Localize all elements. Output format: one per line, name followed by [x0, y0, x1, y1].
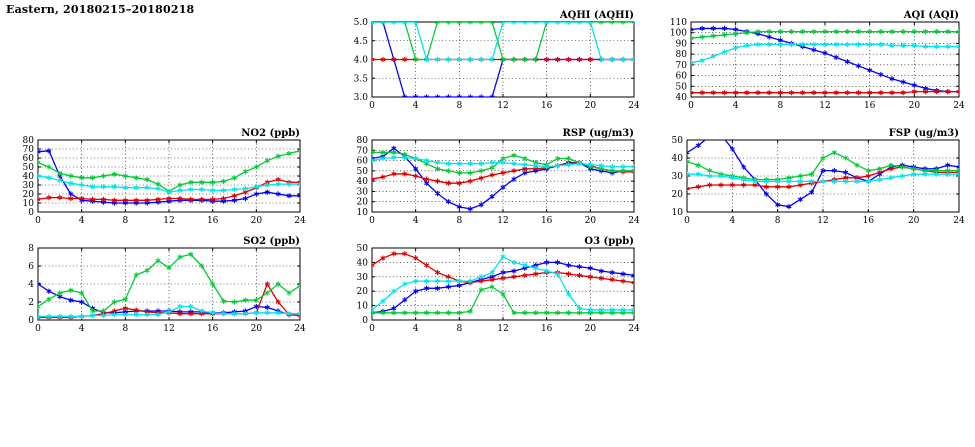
y-tick-label: 3.5 [353, 74, 368, 85]
chart-panel-no2 [6, 128, 306, 228]
x-tick-label: 8 [456, 101, 463, 111]
y-tick-label: 50 [356, 166, 368, 177]
x-tick-label: 4 [729, 216, 736, 226]
y-tick-label: 6 [28, 262, 34, 272]
x-tick-label: 8 [456, 324, 463, 334]
x-tick-label: 20 [908, 101, 921, 111]
y-tick-label: 5.0 [353, 18, 368, 28]
y-tick-label: 100 [669, 28, 687, 39]
y-tick-label: 40 [356, 258, 368, 269]
x-tick-label: 24 [628, 324, 640, 334]
y-tick-label: 0 [28, 208, 34, 218]
chart-title-rsp: RSP (ug/m3) [562, 128, 634, 139]
y-tick-label: 80 [356, 136, 368, 146]
x-tick-label: 8 [774, 216, 781, 226]
chart-title-aqhi: AQHI (AQHI) [559, 10, 634, 21]
x-tick-label: 0 [684, 216, 690, 226]
y-tick-label: 20 [356, 197, 368, 208]
x-tick-label: 8 [122, 216, 129, 226]
chart-panel-rsp [340, 128, 640, 228]
x-tick-label: 8 [777, 101, 784, 111]
y-tick-label: 70 [22, 145, 34, 155]
y-tick-label: 20 [22, 190, 34, 200]
x-tick-label: 12 [819, 101, 831, 111]
y-tick-label: 50 [675, 82, 687, 93]
x-tick-label: 12 [163, 216, 175, 226]
y-tick-label: 90 [675, 39, 687, 50]
x-tick-label: 8 [456, 216, 463, 226]
page-title: Eastern, 20180215–20180218 [6, 3, 195, 16]
y-tick-label: 30 [22, 181, 34, 191]
x-tick-label: 16 [206, 324, 219, 334]
y-tick-label: 20 [671, 190, 683, 200]
x-tick-label: 16 [863, 101, 876, 111]
y-tick-label: 0 [362, 316, 368, 326]
x-tick-label: 4 [412, 101, 419, 111]
y-tick-label: 30 [671, 172, 683, 182]
y-tick-label: 30 [356, 272, 368, 283]
x-tick-label: 24 [628, 216, 640, 226]
x-tick-label: 0 [369, 101, 375, 111]
y-tick-label: 60 [675, 71, 687, 82]
y-tick-label: 60 [22, 154, 34, 164]
y-tick-label: 10 [22, 199, 34, 209]
y-tick-label: 4.0 [353, 55, 368, 66]
x-tick-label: 12 [163, 324, 175, 334]
x-tick-label: 20 [584, 216, 597, 226]
chart-panel-aqi [655, 8, 965, 113]
chart-title-o3: O3 (ppb) [584, 236, 634, 247]
y-tick-label: 60 [356, 156, 368, 167]
y-tick-label: 80 [22, 136, 34, 146]
x-tick-label: 20 [907, 216, 920, 226]
x-tick-label: 0 [369, 216, 375, 226]
y-tick-label: 10 [356, 301, 368, 312]
chart-title-no2: NO2 (ppb) [241, 128, 300, 139]
chart-panel-fsp [655, 128, 965, 228]
x-tick-label: 16 [540, 324, 553, 334]
y-tick-label: 40 [356, 177, 368, 188]
x-tick-label: 20 [250, 216, 263, 226]
y-tick-label: 4 [28, 280, 34, 290]
x-tick-label: 4 [78, 216, 85, 226]
x-tick-label: 24 [953, 101, 965, 111]
series-markers-blue [370, 260, 637, 316]
x-tick-label: 24 [953, 216, 965, 226]
x-tick-label: 4 [412, 324, 419, 334]
x-tick-label: 24 [628, 101, 640, 111]
y-tick-label: 40 [671, 154, 683, 164]
y-tick-label: 110 [669, 18, 687, 28]
y-tick-label: 3.0 [353, 93, 368, 103]
y-tick-label: 0 [28, 316, 34, 326]
chart-title-aqi: AQI (AQI) [903, 10, 959, 21]
y-tick-label: 2 [28, 298, 34, 308]
chart-panel-o3 [340, 236, 640, 336]
y-tick-label: 10 [356, 208, 368, 218]
x-tick-label: 16 [862, 216, 875, 226]
x-tick-label: 16 [540, 101, 553, 111]
x-tick-label: 12 [817, 216, 829, 226]
y-tick-label: 70 [675, 60, 687, 71]
x-tick-label: 24 [294, 216, 306, 226]
y-tick-label: 4.5 [353, 36, 368, 47]
y-tick-label: 50 [671, 136, 683, 146]
x-tick-label: 8 [122, 324, 129, 334]
x-tick-label: 4 [78, 324, 85, 334]
x-tick-label: 12 [497, 216, 509, 226]
y-tick-label: 30 [356, 187, 368, 198]
series-markers-cyan [685, 172, 962, 184]
x-tick-label: 0 [688, 101, 694, 111]
x-tick-label: 12 [497, 101, 509, 111]
y-tick-label: 20 [356, 287, 368, 298]
series-markers-green [370, 284, 637, 315]
y-tick-label: 80 [675, 50, 687, 61]
chart-panel-aqhi [340, 8, 640, 113]
y-tick-label: 70 [356, 146, 368, 157]
y-tick-label: 50 [356, 244, 368, 254]
x-tick-label: 0 [35, 324, 41, 334]
x-tick-label: 24 [294, 324, 306, 334]
y-tick-label: 40 [675, 93, 687, 103]
chart-title-fsp: FSP (ug/m3) [888, 128, 959, 139]
y-tick-label: 8 [28, 244, 34, 254]
y-tick-label: 40 [22, 172, 34, 182]
x-tick-label: 20 [584, 324, 597, 334]
x-tick-label: 16 [540, 216, 553, 226]
x-tick-label: 0 [35, 216, 41, 226]
chart-title-so2: SO2 (ppb) [243, 236, 300, 247]
x-tick-label: 4 [732, 101, 739, 111]
x-tick-label: 0 [369, 324, 375, 334]
x-tick-label: 16 [206, 216, 219, 226]
chart-panel-so2 [6, 236, 306, 336]
x-tick-label: 20 [250, 324, 263, 334]
x-tick-label: 12 [497, 324, 509, 334]
series-markers-green [36, 148, 303, 194]
y-tick-label: 50 [22, 163, 34, 173]
y-tick-label: 10 [671, 208, 683, 218]
x-tick-label: 20 [584, 101, 597, 111]
x-tick-label: 4 [412, 216, 419, 226]
